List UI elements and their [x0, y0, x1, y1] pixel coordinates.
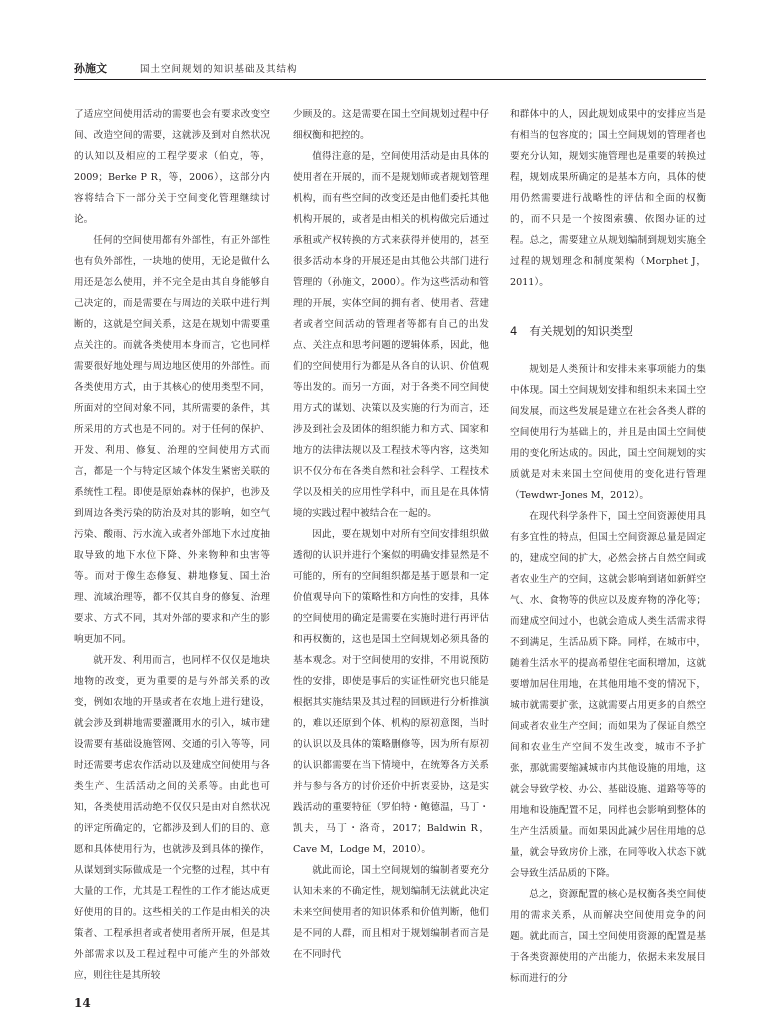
paragraph: 和群体中的人，因此规划成果中的安排应当是有相当的包容度的；国土空间规划的管理者也要充分认知，规划实施管理也是重要的转换过程，规划成果所确定的是基本方向，具体的使用仍然需要进行战略性的评估和全面的权衡的，而不只是一个按图索骥、依图办证的过程。总之，需要建立从规划编制到规划实施全过程的规划理念和制度架构（Morphet J，2011）。: [510, 109, 706, 288]
column-3: [510, 104, 706, 989]
paragraph: 值得注意的是，空间使用活动是由具体的使用者在开展的，而不是规划师或者规划管理机构，而有些空间的改变还是由他们委托其他机构开展的，或者是由相关的机构做完后通过承租或产权转换的方式来获得并使用的，甚至很多活动本身的开展还是由其他公共部门进行管理的（孙施文，2000）。作为这些活动和管理的开展，实体空间的拥有者、使用者、营建者或者空间活动的管理者等都有自己的出发点、关注点和思考问题的逻辑体系，因此，他们的空间使用行为都是从各自的认识、价值观等出发的。而另一方面，对于各类不同空间使用方式的谋划、决策以及实施的行为而言，还涉及到社会及团体的组织能力和方式、国家和地方的法律法规以及工程技术等内容，这类知识不仅分布在各类自然和社会科学、工程技术学以及相关的应用性学科中，而且是在具体情境的实践过程中被结合在一起的。: [293, 151, 489, 519]
header-running-title: 国土空间规划的知识基础及其结构: [140, 64, 298, 75]
header-author: 孙施文: [74, 62, 107, 75]
paragraph: 少顾及的。这是需要在国土空间规划过程中仔细权衡和把控的。: [293, 109, 489, 141]
column-1: [74, 104, 270, 986]
paragraph: 在现代科学条件下，国土空间资源使用具有多宜性的特点，但国土空间资源总量是固定的，建成空间的扩大，必然会挤占自然空间或者农业生产的空间，这就会影响到诸如新鲜空气、水、食物等的供应以及废弃物的净化等；而建成空间过小，也就会造成人类生活需求得不到满足，生活品质下降。同样，在城市中，随着生活水平的提高希望住宅面积增加，这就要增加居住用地，在其他用地不变的情况下，城市就需要扩张，这就需要占用更多的自然空间或者农业生产空间；而如果为了保证自然空间和农业生产空间不发生改变，城市不予扩张，那就需要缩减城市内其他设施的用地，这就会导致学校、办公、基础设施、道路等等的用地和设施配置不足，同样也会影响到整体的生产生活质量。而如果因此减少居住用地的总量，就会导致房价上涨，在同等收入状态下就会导致生活品质的下降。: [510, 511, 706, 879]
paragraph: 了适应空间使用活动的需要也会有要求改变空间、改造空间的需要，这就涉及到对自然状况的认知以及相应的工程学要求（伯克，等，2009；Berke P R，等，2006），这部分内容将结合下一部分关于空间变化管理继续讨论。: [74, 109, 270, 225]
paragraph: 规划是人类预计和安排未来事项能力的集中体现。国土空间规划安排和组织未来国土空间发展，而这些发展是建立在社会各类人群的空间使用行为基础上的，并且是由国土空间使用的变化所达成的。因此，国土空间规划的实质就是对未来国土空间使用的变化进行管理（Tewdwr-Jones M，2012）。: [510, 364, 706, 501]
section-number: 4: [510, 324, 518, 338]
paragraph: 就此而论，国土空间规划的编制者要充分认知未来的不确定性，规划编制无法就此决定未来空间使用者的知识体系和价值判断，他们是不同的人群，而且相对于规划编制者而言是在不同时代: [293, 865, 489, 960]
paragraph: 就开发、利用而言，也同样不仅仅是地块地物的改变，更为重要的是与外部关系的改变，例如农地的开垦或者在农地上进行建设，就会涉及到耕地需要灌溉用水的引入，城市建设需要有基础设施管网、交通的引入等等，同时还需要考虑农作活动以及建成空间使用与各类生产、生活活动之间的关系等。由此也可知，各类使用活动绝不仅仅只是由对自然状况的评定所确定的，它都涉及到人们的目的、意愿和具体使用行为，也就涉及到具体的操作，从谋划到实际做成是一个完整的过程，其中有大量的工作，尤其是工程性的工作才能达成更好使用的目的。这些相关的工作是由相关的决策者、工程承担者或者使用者所开展，但是其外部需求以及工程过程中可能产生的外部效应，则往往是其所较: [74, 655, 270, 981]
page-number: 14: [74, 996, 91, 1010]
paragraph: 总之，资源配置的核心是权衡各类空间使用的需求关系，从而解决空间使用竞争的问题。就此而言，国土空间使用资源的配置是基于各类资源使用的产出能力，依据未来发展目标而进行的分: [510, 889, 706, 984]
paragraph: 任何的空间使用都有外部性，有正外部性也有负外部性，一块地的使用，无论是做什么用还是怎么使用，并不完全是由其自身能够自己决定的，而是需要在与周边的关联中进行判断的，这就是空间关系，这是在规划中需要重点关注的。而就各类使用本身而言，它也同样需要很好地处理与周边地区使用的外部性。而各类使用方式，由于其核心的使用类型不同，所面对的空间对象不同，其所需要的条件，其所采用的方式也是不同的。对于任何的保护、开发、利用、修复、治理的空间使用方式而言，都是一个与特定区域个体发生紧密关联的系统性工程。即使是原始森林的保护，也涉及到周边各类污染的防治及对其的影响，如空气污染、酸雨、污水流入或者外部地下水过度抽取导致的地下水位下降、外来物种和虫害等等。而对于像生态修复、耕地修复、国土治理、流域治理等，都不仅其自身的修复、治理要求、方式不同，其对外部的要求和产生的影响更加不同。: [74, 235, 270, 645]
running-header: [74, 58, 706, 78]
column-2: [293, 104, 489, 965]
paragraph: 因此，要在规划中对所有空间安排组织做透彻的认识并进行个案似的明确安排显然是不可能的，所有的空间组织都是基于愿景和一定价值观导向下的策略性和方向性的安排，具体的空间使用的确定是需要在实施时进行再评估和再权衡的，这也是国土空间规划必须具备的基本观念。对于空间使用的安排，不用说预防性的安排，即使是事后的实证性研究也只能是根据其实施结果及其过程的回顾进行分析推演的，难以还原到个体、机构的原初意图，当时的认识以及具体的策略删修等，因为所有原初的认识都需要在当下情境中，在统筹各方关系并与参与各方的讨价还价中折衷妥协，这是实践活动的重要特征（罗伯特・鲍德温，马丁・凯夫，马丁・洛奇，2017；Baldwin R，Cave M，Lodge M，2010）。: [293, 529, 489, 855]
section-heading: [510, 321, 706, 341]
header-rule: [74, 79, 706, 80]
section-title: 有关规划的知识类型: [529, 324, 633, 338]
